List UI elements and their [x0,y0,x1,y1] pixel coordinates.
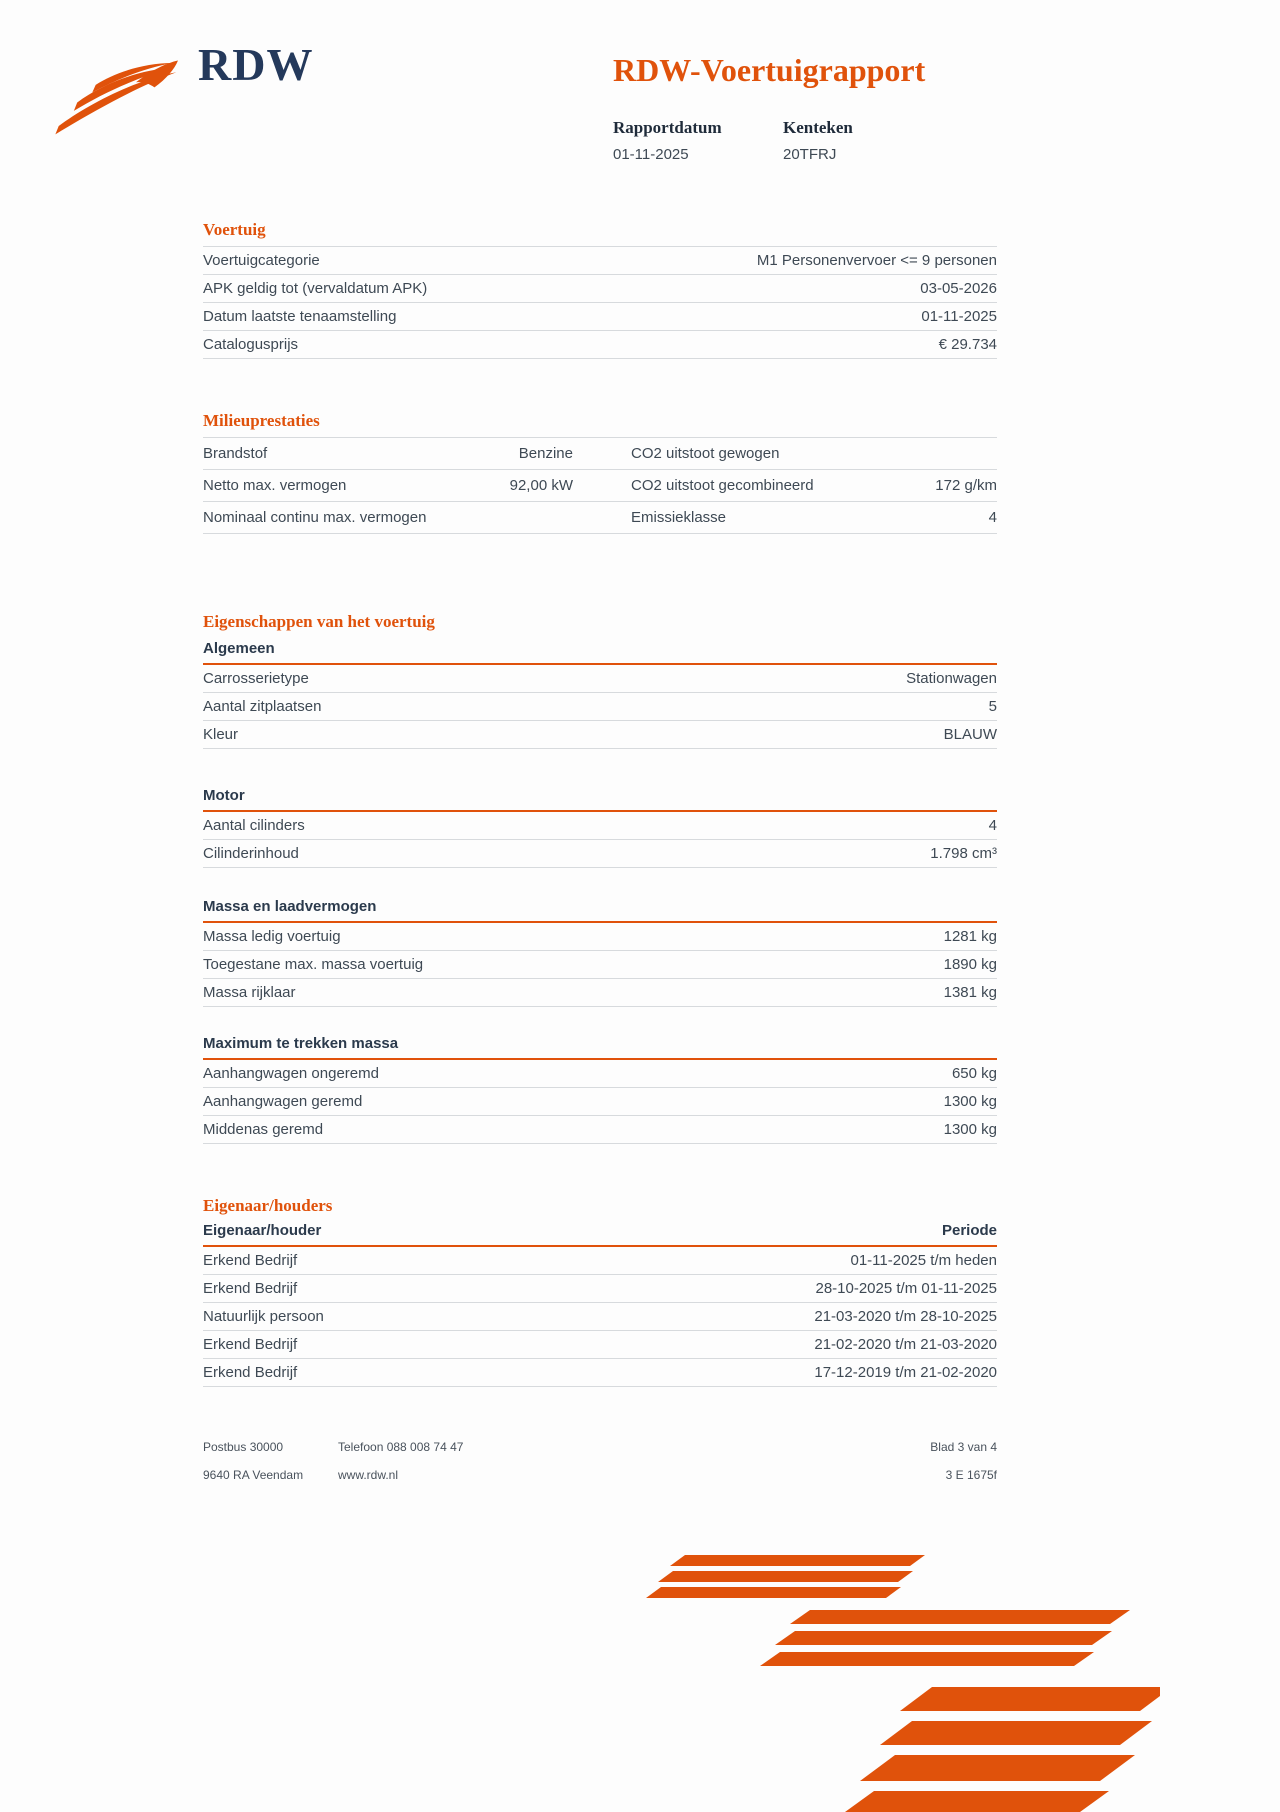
row-value: € 29.734 [938,336,997,353]
row-value: 4 [988,509,997,526]
row-label: Aantal zitplaatsen [203,698,322,715]
section-heading-voertuig: Voertuig [203,220,997,247]
row-value: 650 kg [951,1065,997,1082]
row-value: BLAUW [943,726,997,743]
row-label: Aantal cilinders [203,817,305,834]
table-row [203,721,997,749]
row-label: Toegestane max. massa voertuig [203,956,424,973]
row-label: Carrosserietype [203,670,309,687]
row-value: 01-11-2025 [921,308,997,325]
period-cell: 01-11-2025 t/m heden [850,1252,997,1269]
footer-line-2 [203,1468,997,1482]
section-heading-eigenschappen: Eigenschappen van het voertuig [203,612,435,631]
row-label: Datum laatste tenaamstelling [203,308,397,325]
rdw-stripes-decoration-icon [640,1555,1160,1812]
row-label: Massa rijklaar [203,984,296,1001]
row-label: CO2 uitstoot gecombineerd [631,477,814,494]
row-value: Stationwagen [906,670,997,687]
table-row [203,1303,997,1331]
footer-doc-code: 3 E 1675f [945,1468,997,1482]
table-row [203,502,997,534]
owner-cell: Erkend Bedrijf [203,1336,298,1353]
footer-postbus: Postbus 30000 [203,1440,284,1454]
row-value: 92,00 kW [509,477,573,494]
row-value: 172 g/km [935,477,997,494]
row-value: 5 [988,698,997,715]
row-label: Catalogusprijs [203,336,299,353]
table-row [203,951,997,979]
table-row [203,665,997,693]
subsection-heading-algemeen: Algemeen [203,640,997,665]
table-row [203,1088,997,1116]
row-value: 1300 kg [943,1093,997,1110]
subsection-heading-massa: Massa en laadvermogen [203,898,997,923]
owner-cell: Natuurlijk persoon [203,1308,324,1325]
table-row [203,693,997,721]
footer-page-indicator: Blad 3 van 4 [930,1440,997,1454]
report-date-label: Rapportdatum [613,118,722,137]
footer-line-1 [203,1440,997,1454]
section-eigenaren [203,1196,997,1387]
row-label: Nominaal continu max. vermogen [203,509,427,526]
table-row [203,979,997,1007]
footer-website: www.rdw.nl [338,1468,399,1482]
report-title: RDW-Voertuigrapport [613,52,926,88]
license-plate-value: 20TFRJ [783,146,837,163]
table-row [203,1060,997,1088]
footer-phone: Telefoon 088 008 74 47 [338,1440,464,1454]
owner-cell: Erkend Bedrijf [203,1280,298,1297]
owner-cell: Erkend Bedrijf [203,1364,298,1381]
table-row [203,247,997,275]
row-value: 4 [988,817,997,834]
footer-city: 9640 RA Veendam [203,1468,304,1482]
section-heading-milieuprestaties: Milieuprestaties [203,411,997,438]
row-label: Massa ledig voertuig [203,928,341,945]
table-row [203,840,997,868]
row-label: Cilinderinhoud [203,845,299,862]
table-row [203,1275,997,1303]
page-footer [203,1440,997,1482]
table-row [203,1116,997,1144]
period-cell: 21-03-2020 t/m 28-10-2025 [814,1308,997,1325]
rdw-wordmark: RDW [198,39,314,90]
row-label: Voertuigcategorie [203,252,320,269]
table-row [203,923,997,951]
row-value: M1 Personenvervoer <= 9 personen [756,252,997,269]
row-label: Kleur [203,726,239,743]
row-value: Benzine [518,445,573,462]
table-row [203,812,997,840]
table-row [203,275,997,303]
report-date-value: 01-11-2025 [613,146,689,163]
row-value: 1890 kg [943,956,997,973]
row-label: Aanhangwagen ongeremd [203,1065,379,1082]
column-header-period: Periode [941,1222,997,1239]
row-label: CO2 uitstoot gewogen [631,445,780,462]
report-body [203,220,997,1387]
row-value: 1381 kg [943,984,997,1001]
period-cell: 17-12-2019 t/m 21-02-2020 [814,1364,997,1381]
period-cell: 28-10-2025 t/m 01-11-2025 [815,1280,997,1297]
section-heading-eigenaren: Eigenaar/houders [203,1196,333,1215]
row-label: Aanhangwagen geremd [203,1093,363,1110]
row-value: 03-05-2026 [920,280,997,297]
section-milieuprestaties [203,411,997,534]
owner-cell: Erkend Bedrijf [203,1252,298,1269]
column-header-owner: Eigenaar/houder [203,1222,322,1239]
table-row [203,470,997,502]
license-plate-label: Kenteken [783,118,853,137]
table-row [203,438,997,470]
table-row [203,1247,997,1275]
subsection-heading-motor: Motor [203,787,997,812]
table-row [203,331,997,359]
table-row [203,1331,997,1359]
table-row [203,303,997,331]
row-value: 1300 kg [943,1121,997,1138]
row-label: Middenas geremd [203,1121,324,1138]
owners-table-header [203,1222,997,1247]
table-row [203,1359,997,1387]
subsection-heading-trekken: Maximum te trekken massa [203,1035,997,1060]
row-value: 1.798 cm³ [930,845,997,862]
row-label: APK geldig tot (vervaldatum APK) [203,280,428,297]
row-label: Brandstof [203,445,268,462]
section-voertuig [203,220,997,359]
row-label: Emissieklasse [631,509,727,526]
period-cell: 21-02-2020 t/m 21-03-2020 [814,1336,997,1353]
rdw-swoosh-icon [52,56,178,138]
section-eigenschappen [203,612,997,1144]
row-value: 1281 kg [943,928,997,945]
row-label: Netto max. vermogen [203,477,347,494]
